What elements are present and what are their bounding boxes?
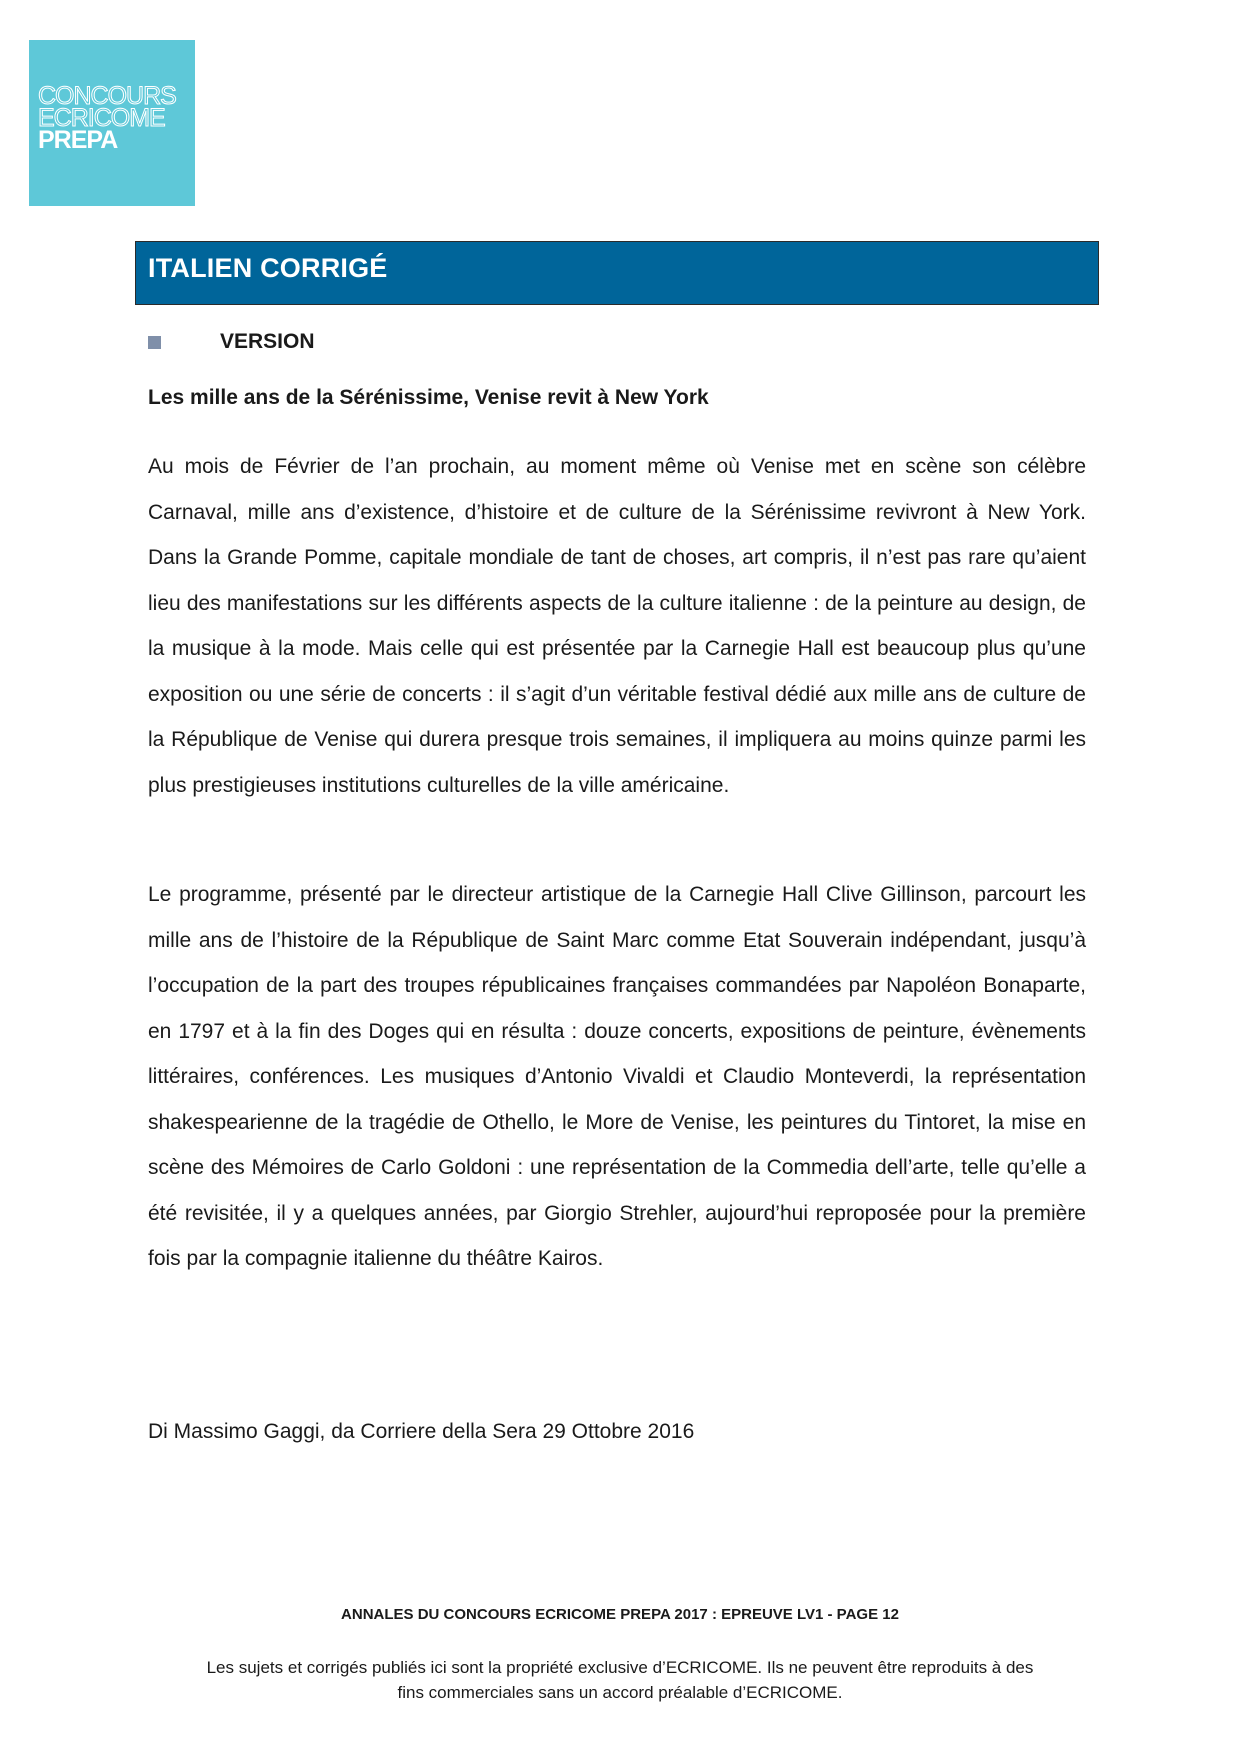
footer-copyright-note — [0, 1655, 1240, 1705]
ecricome-logo — [29, 40, 195, 206]
page-title: ITALIEN CORRIGÉ — [148, 253, 388, 283]
article-title: Les mille ans de la Sérénissime, Venise revit à New York — [148, 386, 709, 409]
logo-line-concours: CONCOURS — [38, 82, 176, 110]
footer-page-info: ANNALES DU CONCOURS ECRICOME PREPA 2017 : EPREUVE LV1 - PAGE 12 — [341, 1606, 899, 1623]
logo-line-prepa: PREPA — [38, 126, 118, 154]
article-source: Di Massimo Gaggi, da Corriere della Sera 29 Ottobre 2016 — [148, 1420, 695, 1443]
logo-line-ecricome: ECRICOME — [38, 104, 165, 132]
section-label: VERSION — [220, 330, 315, 353]
article-paragraph-2: Le programme, présenté par le directeur artistique de la Carnegie Hall Clive Gillinson, parcourt les mille ans de l’histoire de la République de Saint Marc comme Etat Souverain indépendant, jusqu’à l’occupation de la part des troupes républicaines françaises commandées par Napoléon Bonaparte, en 1797 et à la fin des Doges qui en résulta : douze concerts, expositions de peinture, évènements littéraires, conférences. Les musiques d’Antonio Vivaldi et Claudio Monteverdi, la représentation shakespearienne de la tragédie de Othello, le More de Venise, les peintures du Tintoret, la mise en scène des Mémoires de Carlo Goldoni : une représentation de la Commedia dell’arte, telle qu’elle a été revisitée, il y a quelques années, par Giorgio Strehler, aujourd’hui reproposée pour la première fois par la compagnie italienne du théâtre Kairos. — [148, 883, 1086, 1270]
article-paragraph-1: Au mois de Février de l’an prochain, au moment même où Venise met en scène son célèbre Carnaval, mille ans d’existence, d’histoire et de culture de la Sérénissime revivront à New York. Dans la Grande Pomme, capitale mondiale de tant de choses, art compris, il n’est pas rare qu’aient lieu des manifestations sur les différents aspects de la culture italienne : de la peinture au design, de la musique à la mode. Mais celle qui est présentée par la Carnegie Hall est beaucoup plus qu’une exposition ou une série de concerts : il s’agit d’un véritable festival dédié aux mille ans de culture de la République de Venise qui durera presque trois semaines, il impliquera au moins quinze parmi les plus prestigieuses institutions culturelles de la ville américaine. — [148, 455, 1086, 797]
square-bullet-icon — [148, 336, 161, 349]
title-banner — [135, 241, 1099, 305]
footer-note-line-2: fins commerciales sans un accord préalable d’ECRICOME. — [397, 1683, 843, 1702]
footer-note-line-1: Les sujets et corrigés publiés ici sont la propriété exclusive d’ECRICOME. Ils ne peuvent être reproduits à des — [206, 1658, 1034, 1677]
